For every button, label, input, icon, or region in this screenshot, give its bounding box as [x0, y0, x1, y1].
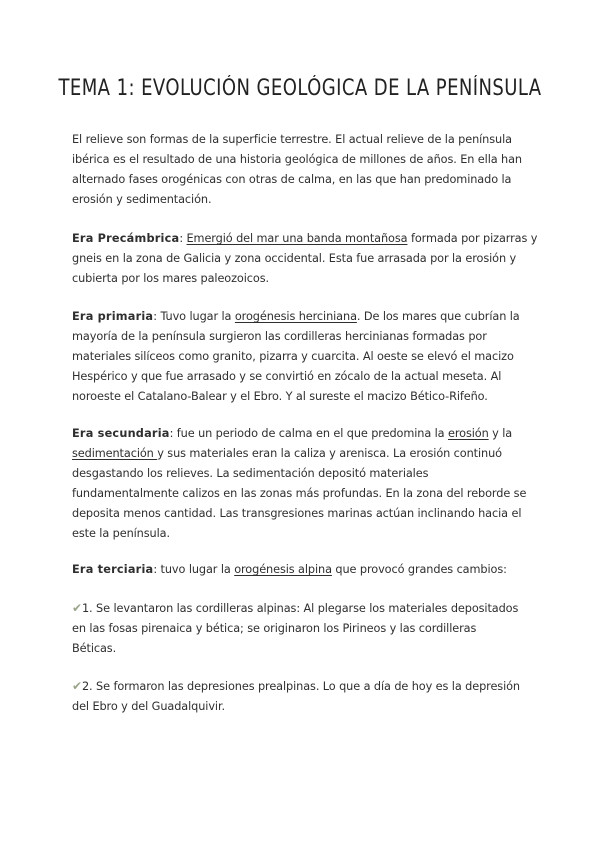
primaria-line: noroeste el Catalano-Balear y el Ebro. Y al sureste el macizo Bético-Rifeño.	[72, 390, 488, 403]
intro-line: alternado fases orogénicas con otras de calma, en las que han predominado la	[72, 173, 512, 186]
secundaria-line: este la península.	[72, 527, 170, 540]
precambrica-underline: Emergió del mar una banda montañosa	[186, 232, 408, 245]
checkmark-icon: ✔	[72, 601, 82, 615]
precambrica-line: gneis en la zona de Galicia y zona occidental. Esta fue arrasada por la erosión y	[72, 252, 517, 265]
checkmark-icon: ✔	[72, 679, 82, 693]
item1-line: 1. Se levantaron las cordilleras alpinas: Al plegarse los materiales depositados	[81, 602, 519, 615]
terciaria-paragraph	[72, 560, 528, 580]
terciaria-pre: : tuvo lugar la	[153, 563, 235, 576]
terciaria-underline: orogénesis alpina	[234, 563, 332, 576]
primaria-line: Hespérico y que fue arrasado y se convirtió en zócalo de la actual meseta. Al	[72, 370, 502, 383]
secundaria-pre: : fue un periodo de calma en el que predomina la	[169, 427, 448, 440]
secundaria-line: desgastando los relieves. La sedimentación depositó materiales	[72, 467, 429, 480]
primaria-paragraph	[72, 307, 528, 407]
intro-line: erosión y sedimentación.	[72, 193, 212, 206]
primaria-label: Era primaria	[72, 310, 154, 323]
intro-line: El relieve son formas de la superficie terrestre. El actual relieve de la península	[72, 133, 512, 146]
secundaria-line: deposita menos cantidad. Las transgresiones marinas actúan inclinando hacia el	[72, 507, 522, 520]
secundaria-underline-sedimentacion: sedimentación	[72, 447, 158, 460]
precambrica-colon: :	[179, 232, 187, 245]
list-item-1	[72, 598, 528, 659]
page-title: TEMA 1: EVOLUCIÓN GEOLÓGICA DE LA PENÍNSULA	[58, 76, 542, 101]
secundaria-mid: y la	[488, 427, 513, 440]
terciaria-rest: que provocó grandes cambios:	[331, 563, 507, 576]
secundaria-line: fundamentalmente calizos en las zonas más profundas. En la zona del reborde se	[72, 487, 527, 500]
secundaria-line2-rest: y sus materiales eran la caliza y arenisca. La erosión continuó	[157, 447, 502, 460]
primaria-underline: orogénesis herciniana	[234, 310, 357, 323]
precambrica-line: cubierta por los mares paleozoicos.	[72, 272, 269, 285]
precambrica-label: Era Precámbrica	[72, 232, 180, 245]
list-item-2	[72, 676, 528, 717]
secundaria-label: Era secundaria	[72, 427, 170, 440]
item1-line: en las fosas pirenaica y bética; se originaron los Pirineos y las cordilleras	[72, 622, 477, 635]
terciaria-label: Era terciaria	[72, 563, 154, 576]
secundaria-paragraph	[72, 424, 528, 544]
intro-paragraph	[72, 130, 528, 210]
primaria-line: materiales silíceos como granito, pizarra y cuarcita. Al oeste se elevó el macizo	[72, 350, 514, 363]
item1-line: Béticas.	[72, 642, 117, 655]
primaria-line1-rest: . De los mares que cubrían la	[356, 310, 520, 323]
primaria-pre: : Tuvo lugar la	[153, 310, 235, 323]
intro-line: ibérica es el resultado de una historia geológica de millones de años. En ella han	[72, 153, 522, 166]
primaria-line: mayoría de la península surgieron las cordilleras hercinianas formadas por	[72, 330, 487, 343]
precambrica-paragraph	[72, 229, 538, 289]
precambrica-line1-rest: formada por pizarras y	[407, 232, 538, 245]
item2-line: del Ebro y del Guadalquivir.	[72, 700, 225, 713]
item2-line: 2. Se formaron las depresiones prealpinas. Lo que a día de hoy es la depresión	[81, 680, 520, 693]
secundaria-underline-erosion: erosión	[448, 427, 489, 440]
